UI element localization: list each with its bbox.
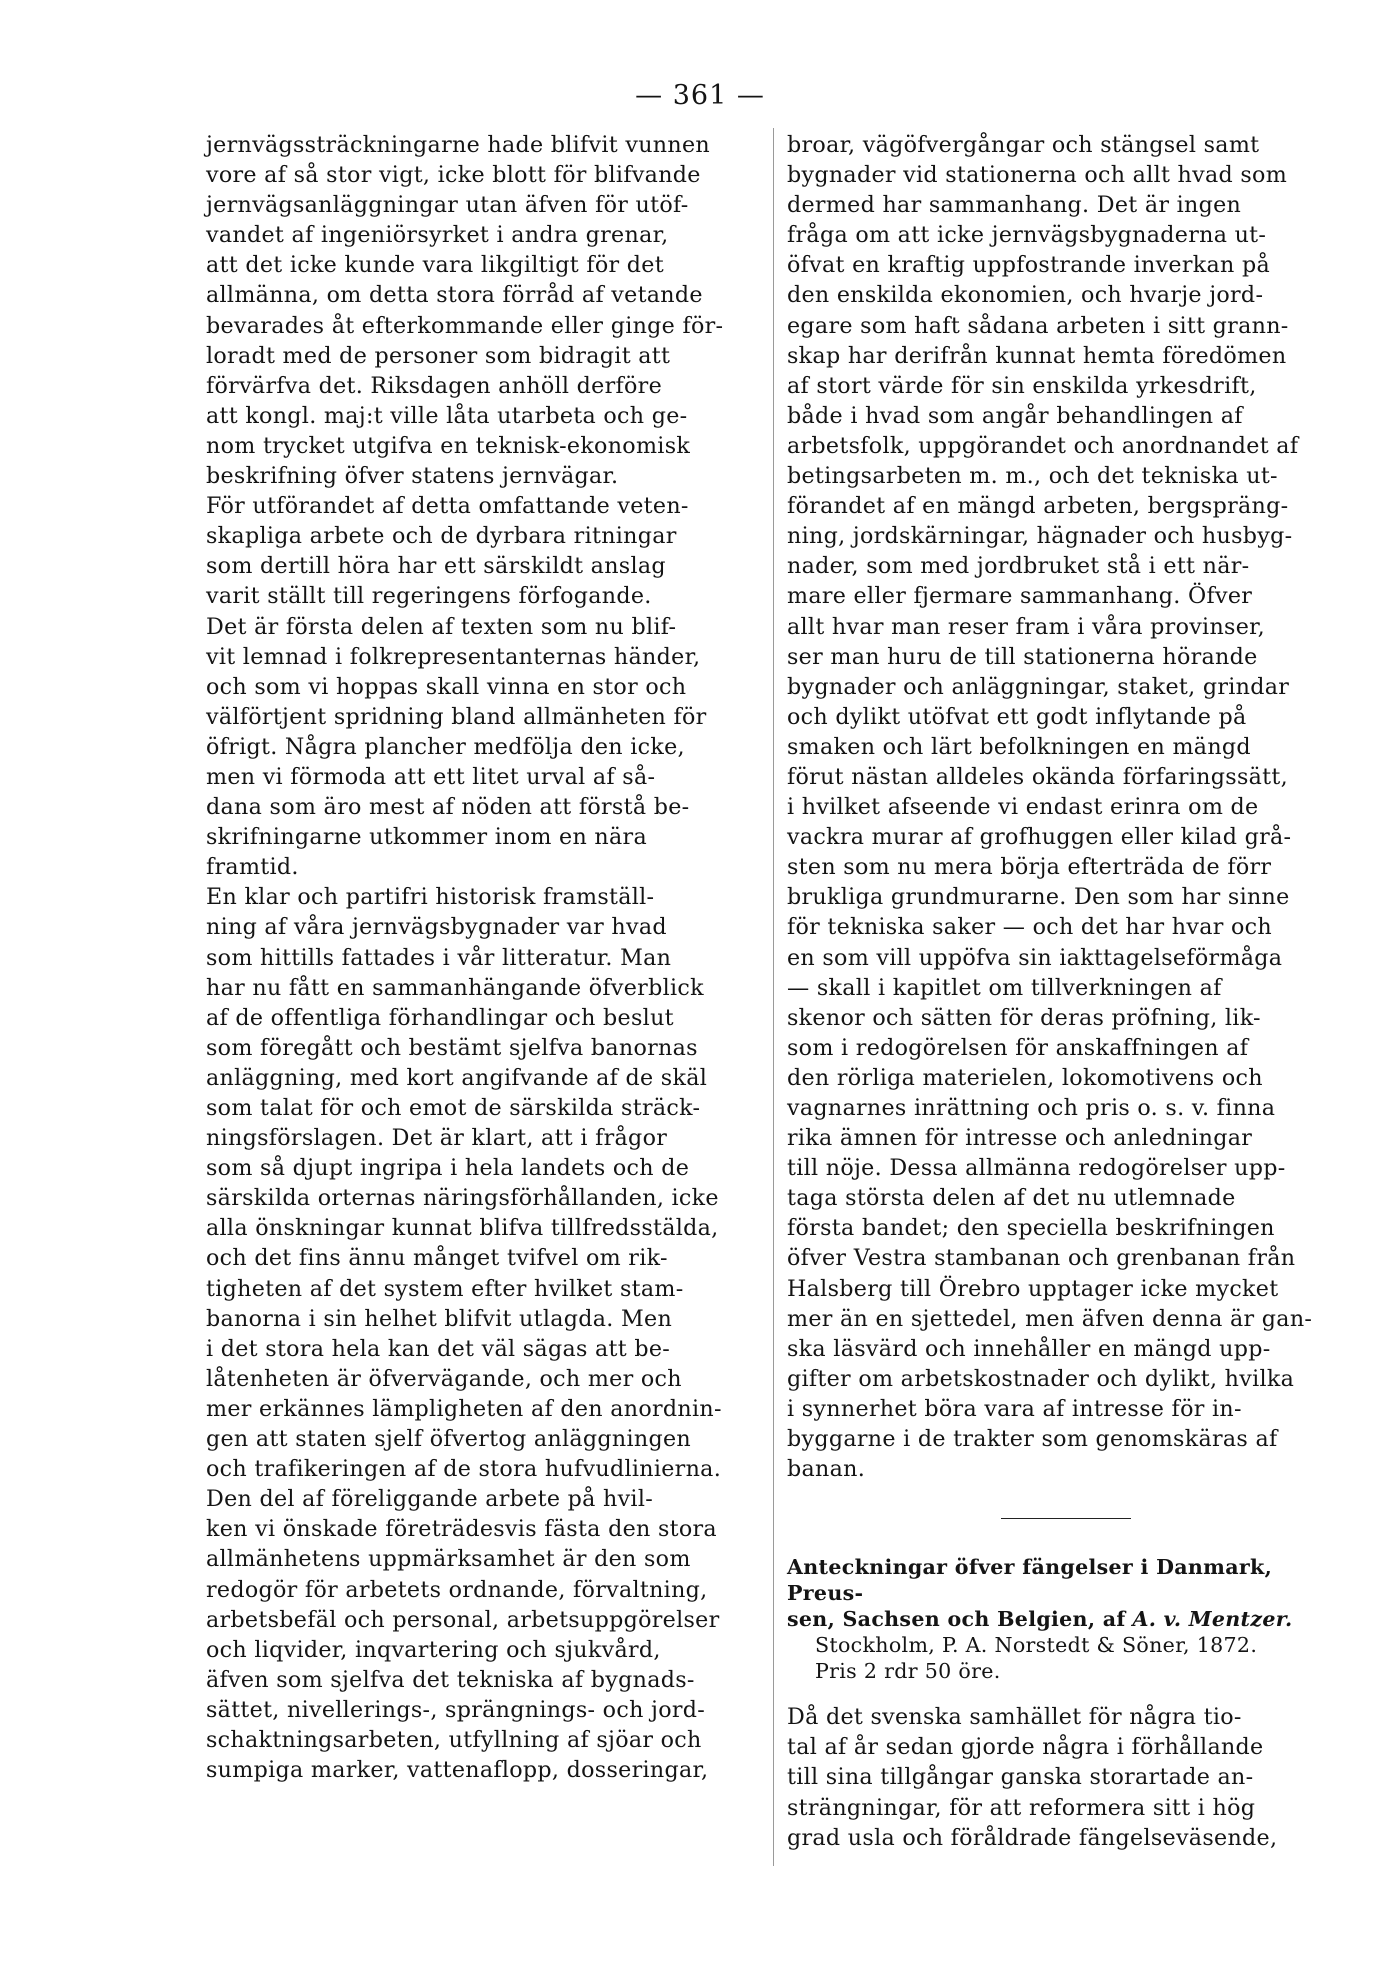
left-paragraph-2: För utförandet af detta omfattande veten- skapliga arbete och de dyrbara ritningar som dertill höra har ett särskildt anslag varit ställt till regeringens förfogande. Det är första delen af texten som nu blif- vit lemnad i folkrepresentanternas händer, och som vi hoppas skall vinna en stor och välförtjent spridning bland allmänheten för öfrigt. Några plancher medfölja den icke, men vi förmoda att ett litet urval af så- dana som äro mest af nöden att förstå be- skrifningarne utkommer inom en nära framtid. xyxy=(206,493,707,881)
review-title: Anteckningar öfver fängelser i Danmark, Preus- sen, Sachsen och Belgien, af xyxy=(787,1555,1273,1632)
left-column xyxy=(206,130,762,1785)
section-rule xyxy=(1001,1518,1131,1519)
left-paragraph-3: En klar och partifri historisk framställ- ning af våra jernvägsbygnader var hvad som hittills fattades i vår litteratur. Man har nu fått en sammanhängande öfverblick af de offentliga förhandlingar och beslut som föregått och bestämt sjelfva banornas anläggning, med kort angifvande af de skäl som talat för och emot de särskilda sträck- ningsförslagen. Det är klart, att i frågor som så djupt ingripa i hela landets och de särskilda orternas näringsförhållanden, icke alla önskningar kunnat blifva tillfredsstälda, och det fins ännu månget tvifvel om rik- tigheten af det system efter hvilket stam- banorna i sin helhet blifvit utlagda. Men i det stora hela kan det väl sägas att be- låtenheten är öfvervägande, och mer och mer erkännes lämpligheten af den anordnin- gen att staten sjelf öfvertog anläggningen och trafikeringen af de stora hufvudlinierna. xyxy=(206,884,722,1483)
review-author: A. v. Mentzer. xyxy=(1132,1607,1293,1632)
left-paragraph-4: Den del af föreliggande arbete på hvil- ken vi önskade företrädesvis fästa den stora allmänhetens uppmärksamhet är den som redogör för arbetets ordnande, förvaltning, arbetsbefäl och personal, arbetsuppgörelser och liqvider, inqvartering och sjukvård, äfven som sjelfva det tekniska af bygnads- sättet, nivellerings-, sprängnings- och jord- schaktningsarbeten, utfyllning af sjöar och sumpiga marker, vattenaflopp, dosseringar, xyxy=(206,1486,720,1784)
review-publisher: Stockholm, P. A. Norstedt & Söner, 1872. Pris 2 rdr 50 öre. xyxy=(815,1633,1258,1684)
book-review-heading xyxy=(787,1554,1343,1684)
left-paragraph-1: jernvägssträckningarne hade blifvit vunnen vore af så stor vigt, icke blott för blifvande jernvägsanläggningar utan äfven för utöf- vandet af ingeniörsyrket i andra grenar, att det icke kunde vara likgiltigt för det allmänna, om detta stora förråd af vetande bevarades åt efterkommande eller ginge för- loradt med de personer som bidragit att förvärfva det. Riksdagen anhöll derföre att kongl. maj:t ville låta utarbeta och ge- nom trycket utgifva en teknisk-ekonomisk beskrifning öfver statens jernvägar. xyxy=(206,132,724,490)
closing-paragraph: Då det svenska samhället för några tio- tal af år sedan gjorde några i förhållande till sina tillgångar ganska storartade an- strängningar, för att reformera sitt i hög grad usla och föråldrade fängelseväsende, xyxy=(787,1704,1278,1851)
right-column xyxy=(787,130,1343,1853)
column-divider xyxy=(773,128,774,1866)
right-paragraph-1: broar, vägöfvergångar och stängsel samt bygnader vid stationerna och allt hvad som dermed har sammanhang. Det är ingen fråga om att icke jernvägsbygnaderna ut- öfvat en kraftig uppfostrande inverkan på den enskilda ekonomien, och hvarje jord- egare som haft sådana arbeten i sitt grann- skap har derifrån kunnat hemta föredömen af stort värde för sin enskilda yrkesdrift, både i hvad som angår behandlingen af arbetsfolk, uppgörandet och anordnandet af betingsarbeten m. m., och det tekniska ut- förandet af en mängd arbeten, bergspräng- ning, jordskärningar, hägnader och husbyg- nader, som med jordbruket stå i ett när- mare eller fjermare sammanhang. Öfver allt hvar man reser fram i våra provinser, ser man huru de till stationerna hörande bygnader och anläggningar, staket, grindar och dylikt utöfvat ett godt inflytande på smaken och lärt befolkningen en mängd förut nästan alldeles okända förfaringssätt, i hvilket afseende vi endast erinra om de vackra murar af grofhuggen eller kilad grå- sten som nu mera börja efterträda de förr brukliga grundmurarne. Den som har sinne för tekniska saker — och det har hvar och en som vill uppöfva sin iakttagelseförmåga — skall i kapitlet om tillverkningen af skenor och sätten för deras pröfning, lik- som i redogörelsen för anskaffningen af den rörliga materielen, lokomotivens och vagnarnes inrättning och pris o. s. v. finna rika ämnen för intresse och anledningar till nöje. Dessa allmänna redogörelser upp- taga största delen af det nu utlemnade första bandet; den speciella beskrifningen öfver Vestra stambanan och grenbanan från Halsberg till Örebro upptager icke mycket mer än en sjettedel, men äfven denna är gan- ska läsvärd och innehåller en mängd upp- gifter om arbetskostnader och dylikt, hvilka i synnerhet böra vara af intresse för in- byggarne i de trakter som genomskäras af banan. xyxy=(787,132,1313,1483)
page-number: — 361 — xyxy=(635,80,765,111)
